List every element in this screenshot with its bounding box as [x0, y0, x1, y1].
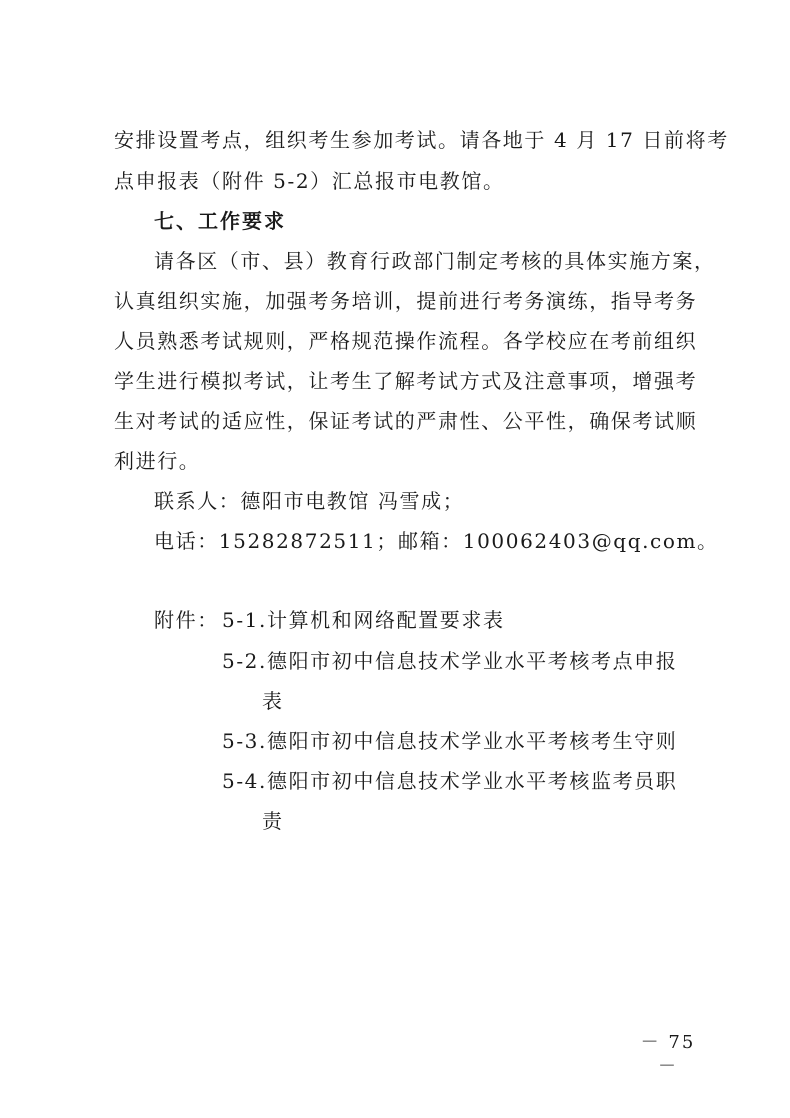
paragraph-line: 人员熟悉考试规则，严格规范操作流程。各学校应在考前组织 [114, 329, 698, 353]
attachment-item-5-2-cont: 表 [262, 689, 284, 713]
attachment-item-5-4: 5-4.德阳市初中信息技术学业水平考核监考员职 [222, 769, 678, 793]
contact-person: 联系人：德阳市电教馆 冯雪成； [154, 489, 465, 513]
paragraph-line: 利进行。 [114, 449, 201, 473]
attachment-item-5-1: 5-1.计算机和网络配置要求表 [222, 608, 505, 632]
paragraph-line: 认真组织实施，加强考务培训，提前进行考务演练，指导考务 [114, 289, 698, 313]
section-heading: 七、工作要求 [154, 209, 286, 233]
paragraph-line: 安排设置考点，组织考生参加考试。请各地于 4 月 17 日前将考 [114, 128, 729, 152]
paragraph-line: 点申报表（附件 5-2）汇总报市电教馆。 [114, 169, 505, 193]
attachment-item-5-3: 5-3.德阳市初中信息技术学业水平考核考生守则 [222, 729, 678, 753]
page-number: － 75 － [640, 1032, 696, 1077]
attachment-item-5-4-cont: 责 [262, 809, 284, 833]
contact-phone-email: 电话：15282872511；邮箱：100062403@qq.com。 [154, 529, 719, 553]
attachments-label: 附件： [154, 608, 219, 632]
paragraph-line: 生对考试的适应性，保证考试的严肃性、公平性，确保考试顺 [114, 409, 698, 433]
paragraph-line: 请各区（市、县）教育行政部门制定考核的具体实施方案， [154, 249, 716, 273]
paragraph-line: 学生进行模拟考试，让考生了解考试方式及注意事项，增强考 [114, 369, 698, 393]
attachment-item-5-2: 5-2.德阳市初中信息技术学业水平考核考点申报 [222, 649, 678, 673]
